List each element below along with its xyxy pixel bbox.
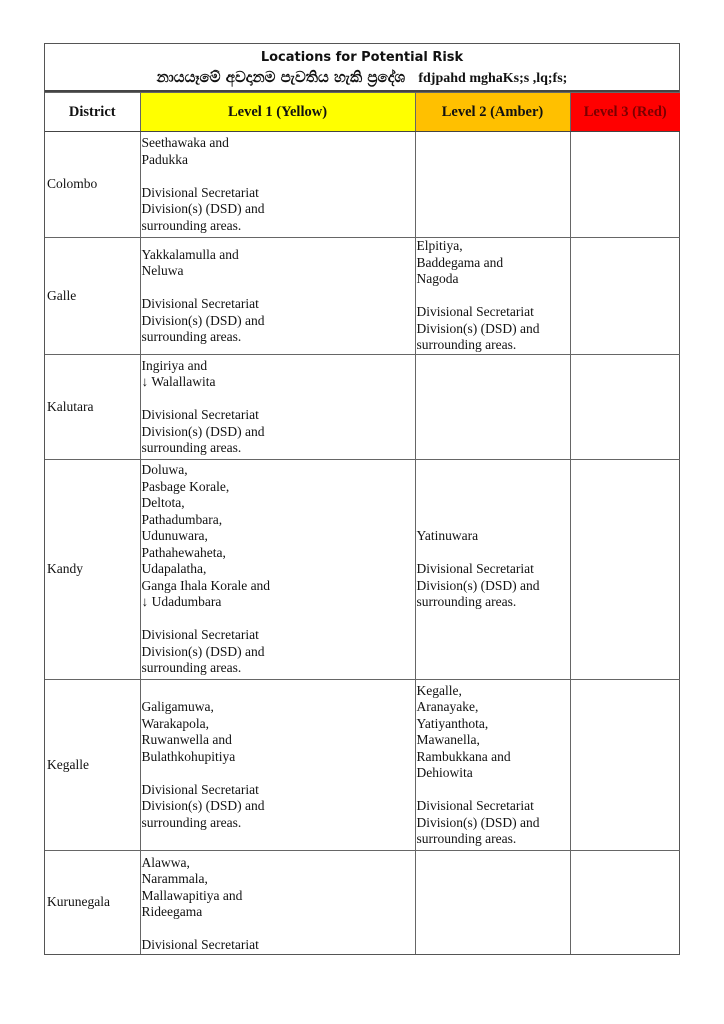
level-3-cell [570,355,680,460]
level-1-cell: Alawwa, Narammala, Mallawapitiya and Rideegama Divisional Secretariat [140,851,415,954]
risk-locations-sheet [44,43,680,955]
district-cell: Kurunegala [45,851,140,954]
level-2-cell: Elpitiya, Baddegama and Nagoda Divisional Secretariat Division(s) (DSD) and surrounding areas. [415,238,570,355]
title-block [45,44,679,92]
level-2-cell: Kegalle, Aranayake, Yatiyanthota, Mawanella, Rambukkana and Dehiowita Divisional Secretariat Division(s) (DSD) and surrounding areas. [415,680,570,851]
level-3-cell [570,851,680,954]
header-level-1: Level 1 (Yellow) [140,93,415,132]
header-row [45,93,680,132]
title-sinhala-line [45,66,679,90]
title-tamil-legacy: fdjpahd mghaKs;s ,lq;fs; [418,71,568,86]
level-3-cell [570,680,680,851]
risk-table [45,92,680,954]
level-2-cell [415,132,570,238]
level-2-cell [415,355,570,460]
level-2-cell: Yatinuwara Divisional Secretariat Division(s) (DSD) and surrounding areas. [415,460,570,680]
table-row-kalutara [45,355,680,460]
table-row-kegalle [45,680,680,851]
table-row-galle [45,238,680,355]
district-cell: Galle [45,238,140,355]
level-2-cell [415,851,570,954]
district-cell: Kandy [45,460,140,680]
title-english: Locations for Potential Risk [260,50,464,65]
table-row-kandy [45,460,680,680]
header-level-2: Level 2 (Amber) [415,93,570,132]
district-cell: Kalutara [45,355,140,460]
level-3-cell [570,460,680,680]
header-level-3: Level 3 (Red) [570,93,680,132]
header-district: District [45,93,140,132]
level-1-cell: Yakkalamulla and Neluwa Divisional Secretariat Division(s) (DSD) and surrounding areas. [140,238,415,355]
level-1-cell: Doluwa, Pasbage Korale, Deltota, Pathadumbara, Udunuwara, Pathahewaheta, Udapalatha, Ganga Ihala Korale and ↓ Udadumbara Divisional Secretariat Division(s) (DSD) and surrounding areas. [140,460,415,680]
level-3-cell [570,132,680,238]
district-cell: Colombo [45,132,140,238]
table-row-colombo [45,132,680,238]
level-1-cell: Galigamuwa, Warakapola, Ruwanwella and Bulathkohupitiya Divisional Secretariat Division(s) (DSD) and surrounding areas. [140,680,415,851]
level-1-cell: Seethawaka and Padukka Divisional Secretariat Division(s) (DSD) and surrounding areas. [140,132,415,238]
title-sinhala: නායයෑමේ අවදානම පැවතිය හැකි ප්‍රදේශ [156,68,406,86]
district-cell: Kegalle [45,680,140,851]
level-3-cell [570,238,680,355]
level-1-cell: Ingiriya and ↓ Walallawita Divisional Secretariat Division(s) (DSD) and surrounding areas. [140,355,415,460]
table-row-kurunegala [45,851,680,954]
